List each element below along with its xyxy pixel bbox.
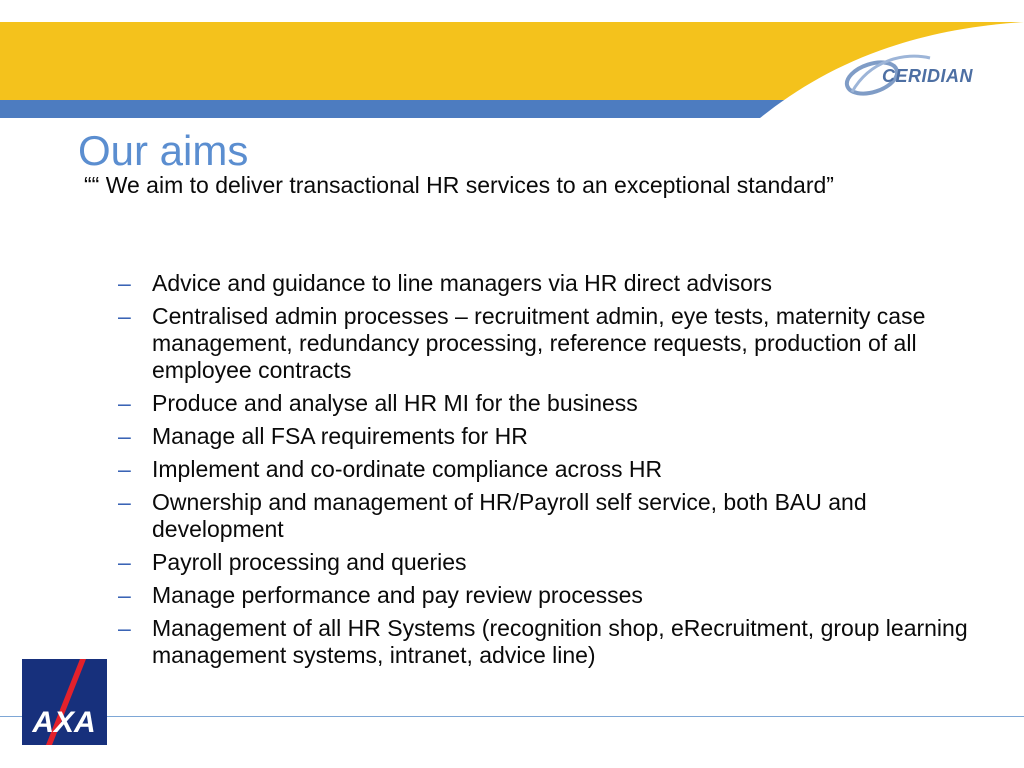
slide-title: Our aims: [78, 127, 249, 174]
header-graphic: [0, 0, 1024, 118]
list-item-text: Produce and analyse all HR MI for the business: [152, 390, 638, 416]
list-item: [118, 303, 998, 384]
list-item: [118, 582, 998, 609]
list-item-text: Payroll processing and queries: [152, 549, 467, 575]
list-item-text: Centralised admin processes – recruitment admin, eye tests, maternity case management, redundancy processing, reference requests, production of all employee contracts: [152, 303, 926, 383]
bullet-dash: –: [118, 456, 131, 482]
header-band: [0, 0, 1024, 118]
bullet-dash: –: [118, 390, 131, 416]
list-item: [118, 423, 998, 450]
bullet-dash: –: [118, 582, 131, 608]
bullet-dash: –: [118, 303, 131, 329]
bullet-dash: –: [118, 549, 131, 575]
list-item-text: Ownership and management of HR/Payroll self service, both BAU and development: [152, 489, 867, 542]
bullet-dash: –: [118, 423, 131, 449]
list-item: [118, 390, 998, 417]
list-item-text: Management of all HR Systems (recognition shop, eRecruitment, group learning management systems, intranet, advice line): [152, 615, 968, 668]
bullet-dash: –: [118, 489, 131, 515]
footer-divider: [0, 716, 1024, 717]
list-item: [118, 549, 998, 576]
list-item: [118, 489, 998, 543]
list-item: [118, 615, 998, 669]
list-item-text: Implement and co-ordinate compliance across HR: [152, 456, 663, 482]
list-item-text: Manage all FSA requirements for HR: [152, 423, 528, 449]
axa-logo-text: AXA: [32, 706, 96, 739]
bullet-dash: –: [118, 615, 131, 641]
axa-logo: [22, 659, 107, 745]
list-item-text: Manage performance and pay review processes: [152, 582, 643, 608]
list-item: [118, 270, 998, 297]
list-item-text: Advice and guidance to line managers via HR direct advisors: [152, 270, 773, 296]
aims-list: [118, 270, 998, 675]
bullet-dash: –: [118, 270, 131, 296]
ceridian-logo: CERIDIAN: [882, 66, 974, 86]
lead-quote: ““ We aim to deliver transactional HR services to an exceptional standard”: [84, 172, 834, 198]
list-item: [118, 456, 998, 483]
axa-logo-icon: [22, 659, 107, 745]
